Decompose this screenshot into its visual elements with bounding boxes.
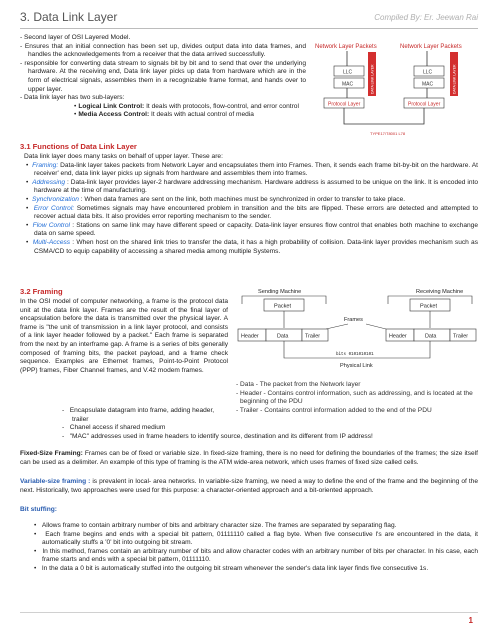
s31-text-3: Sometimes signals may have encountered problem in transition and the bits are flipped. These errors are detected and attempted to recover actual data bits. It also provides error reporting mechanism to the sender.	[34, 204, 478, 221]
variable-label: Variable-size framing :	[20, 478, 91, 485]
mac-bullet: • Media Access Control: It deals with actual control of media	[74, 111, 254, 119]
bit-stuffing-item-1: • Allows frame to contain arbitrary number of bits and arbitrary character size. The frames are separated by separating flag.	[34, 522, 397, 529]
s31-item-flow-control: • Flow Control : Stations on same link may have different speed or capacity. Data-link layer ensures flow control that enables both machine to exchange data on same speed.	[26, 221, 478, 238]
left-packets-title: Network Layer Packets	[315, 44, 377, 50]
s31-item-synchronization: • Synchronization : When data frames are sent on the link, both machines must be synchronized in order to transfer to take place.	[26, 195, 406, 203]
s31-term-0: Framing:	[32, 161, 59, 169]
bit-stuffing-item-4: • In the data a 0 bit is automatically stuffed into the outgoing bit stream whenever the sender's data link layer finds five consecutive 1s.	[34, 564, 429, 572]
framing-sub-2: - Chanel access if shared medium	[62, 424, 166, 432]
right-packet-label: Packet	[420, 303, 438, 310]
left-protocol-label: Protocol Layer	[328, 101, 361, 108]
left-data-label: Data	[277, 333, 289, 340]
mac-text: It deals with actual control of media	[149, 111, 254, 119]
page-number: 1	[468, 616, 473, 625]
s31-term-4: Flow Control	[32, 221, 71, 229]
bit-stuffing-heading: Bit stuffing:	[20, 506, 57, 513]
footer-divider	[20, 612, 478, 613]
intro-line-4: - Data link layer has two sub-layers:	[20, 94, 125, 102]
receiving-machine-label: Receiving Machine	[416, 289, 464, 295]
mac-label: Media Access Control:	[78, 111, 150, 119]
left-packet-label: Packet	[274, 303, 292, 310]
right-mac-label: MAC	[422, 81, 434, 88]
intro-line-1: - Second layer of OSI Layered Model.	[20, 34, 131, 41]
fixed-size-framing	[20, 450, 478, 467]
llc-bullet: • Logical Link Control: It deals with protocols, flow-control, and error control	[74, 102, 299, 110]
s31-item-multi-access: • Multi-Access : When host on the shared link tries to transfer the data, it has a high probability of collision. Data-link layer provides mechanism such as CSMA/CD to equip capability of accessing a shared media among multiple Systems.	[26, 238, 478, 255]
framing-sub-1: - Encapsulate datagram into frame, adding header, trailer	[62, 407, 215, 423]
llc-label: Logical Link Control:	[78, 102, 145, 110]
s31-term-2: Synchronization	[31, 195, 79, 203]
right-protocol-label: Protocol Layer	[408, 101, 441, 108]
frames-label: Frames	[344, 317, 363, 323]
right-trailer-label: Trailer	[453, 333, 469, 340]
bits-label: bits 0101010101	[336, 353, 374, 357]
s31-text-1: : Data-link layer provides layer-2 hardware addressing mechanism. Hardware address is assumed to be unique on the link. It is encoded into hardware at the time of manufacturing.	[34, 178, 478, 195]
bit-stuffing-item-3: • In this method, frames contain an arbitrary number of bits and allow character codes with an arbitrary number of bits per character. In his case, each frame starts and ends with a special bit pattern, 01111110.	[34, 547, 478, 564]
intro-block	[20, 34, 306, 120]
intro-line-2: - Ensures that an initial connection has been set up, divides output data into data frames, and handles the acknowledgements from a receiver that the data arrived successfully.	[20, 42, 306, 59]
s31-text-0: Data-link layer takes packets from Network Layer and encapsulates them into Frames. Then, it sends each frame bit-by-bit on the hardware. At receiver' end, data link layer picks up signals from hardware and assembles them into frames.	[34, 161, 478, 178]
variable-text: is prevalent in local- area networks. In variable-size framing, we need a way to define the end of the frame and the beginning of the next. Historically, two approaches were used for this purpose: a character-oriented approach and a bit-oriented approach.	[20, 478, 478, 494]
s31-text-4: : Stations on same link may have different speed or capacity. Data-link layer ensures flow control that enables both machine to exchange data on same speed.	[34, 221, 478, 238]
fixed-text: Frames can be of fixed or variable size. In fixed-size framing, there is no need for defining the boundaries of the frames; the size itself can be used as a delimiter. An example of this type of framing is the ATM wide-area network, which uses frames of fixed size called cells.	[20, 450, 479, 466]
framing-sublist	[20, 407, 478, 441]
right-llc-label: LLC	[423, 69, 433, 76]
framing-sub-3: - "MAC" addresses used in frame headers to identify source, destination and its different from IP address!	[62, 432, 373, 440]
physical-link-label: Physical Link	[340, 363, 373, 369]
s31-term-1: Addressing	[32, 178, 66, 186]
variable-size-framing	[20, 478, 478, 495]
left-mac-label: MAC	[342, 81, 354, 88]
page-header	[20, 8, 478, 29]
s31-term-5: Multi-Access	[32, 238, 71, 246]
note-data: - Data - The packet from the Network layer	[236, 381, 361, 388]
sublayer-diagram	[312, 38, 478, 142]
sending-machine-label: Sending Machine	[258, 289, 302, 295]
bit-stuffing-list	[20, 522, 478, 574]
left-header-label: Header	[241, 333, 259, 340]
s31-text-5: : When host on the shared link tries to transfer the data, it has a high probability of collision. Data-link layer provides mechanism such as CSMA/CD to equip capability of accessing a shared media among multiple Systems.	[34, 238, 478, 255]
fig1-caption: TYPE17/T8001 L78	[370, 131, 406, 136]
section-3-1-heading: 3.1 Functions of Data Link Layer	[20, 142, 137, 151]
llc-text: It deals with protocols, flow-control, and error control	[144, 102, 299, 110]
section-3-2-para: In the OSI model of computer networking, a frame is the protocol data unit at the data link layer. Frames are the result of the final layer of encapsulation before the data is transmitted over the physical layer. A frame is "the unit of transmission in a link layer protocol, and consists of a link layer header followed by a packet." Each frame is separated from the next by an interframe gap. A frame is a series of bits generally composed of framing bits, the packet payload, and a frame check sequence. Examples are Ethernet frames, Point-to-Point Protocol (PPP) frames, Fiber Channel frames, and V.42 modem frames.	[20, 298, 228, 374]
s31-text-2: : When data frames are sent on the link, both machines must be synchronized in order to transfer to take place.	[78, 195, 406, 203]
note-trailer: - Trailer - Contains control information added to the end of the PDU	[236, 406, 432, 414]
s31-item-error-control: • Error Control: Sometimes signals may have encountered problem in transition and the bits are flipped. These errors are detected and attempted to recover actual data bits. It also provides error reporting mechanism to the sender.	[26, 204, 478, 221]
left-llc-label: LLC	[343, 69, 353, 76]
s31-item-addressing: • Addressing : Data-link layer provides layer-2 hardware addressing mechanism. Hardware address is assumed to be unique on the link. It is encoded into hardware at the time of manufacturing.	[26, 178, 478, 195]
fixed-label: Fixed-Size Framing:	[20, 450, 83, 457]
author-credit: Compiled By: Er. Jeewan Rai	[374, 13, 478, 22]
s31-item-framing: • Framing: Data-link layer takes packets from Network Layer and encapsulates them into Frames. Then, it sends each frame bit-by-bit on the hardware. At receiver' end, data link layer picks up signals from hardware and assembles them into frames.	[26, 161, 478, 178]
bit-stuffing-item-2: • Each frame begins and ends with a special bit pattern, 01111110 called a flag byte. When five consecutive l's are encountered in the data, it automatically stuffs a '0' bit into outgoing bit stream.	[34, 530, 479, 547]
s31-intro: Data link layer does many tasks on behalf of upper layer. These are:	[24, 153, 223, 160]
left-trailer-label: Trailer	[305, 333, 321, 340]
framing-diagram	[236, 286, 478, 380]
s31-term-3: Error Control:	[33, 204, 75, 212]
right-packets-title: Network Layer Packets	[400, 44, 462, 50]
right-header-label: Header	[389, 333, 407, 340]
intro-line-3: - responsible for converting data stream to signals bit by bit and to send that over the underlying hardware. At the receiving end, Data link layer picks up data from hardware which are in the form of electrical signals, assembles them in a recognizable frame format, and hands over to upper layer.	[20, 59, 306, 93]
note-header: - Header - Contains control information, such as addressing, and is located at the beginning of the PDU	[236, 389, 473, 406]
right-dll-label: DATA LINK LAYER	[452, 64, 457, 94]
right-data-label: Data	[425, 333, 437, 340]
left-dll-label: DATA LINK LAYER	[370, 64, 375, 94]
section-3-2-heading: 3.2 Framing	[20, 287, 63, 296]
section-3-1-body	[20, 153, 478, 256]
page-title: 3. Data Link Layer	[20, 10, 118, 24]
